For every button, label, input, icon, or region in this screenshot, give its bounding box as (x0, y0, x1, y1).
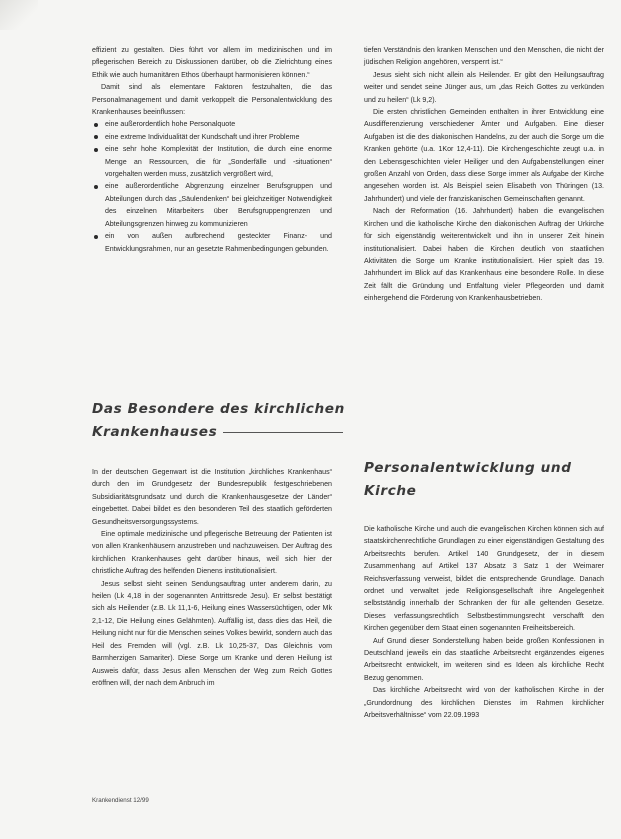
paragraph: effizient zu gestalten. Dies führt vor allem im medizinischen und im pflegerischen Bereich zu Diskussionen darüber, ob die Zielrichtung eines Ethik wie auch humanitären Ethos überhaupt harmonisieren können.“ (92, 46, 332, 79)
list-item: eine extreme Individualität der Kundschaft und ihrer Probleme (105, 131, 332, 143)
page-footer: Krankendienst 12/99 (92, 797, 149, 804)
list-item: ein von außen aufbrechend gesteckter Finanz- und Entwicklungsrahmen, nur an gesetzte Rahmenbedingungen gebunden. (105, 230, 332, 255)
paragraph: tiefen Verständnis den kranken Menschen und den Menschen, die nicht der jüdischen Religion angehören, versperrt ist.“ (364, 46, 604, 67)
paragraph: Jesus sieht sich nicht allein als Heilender. Er gibt den Heilungsauftrag weiter und sendet seine Jünger aus, um „das Reich Gottes zu verkünden und zu heilen“ (Lk 9,2). (364, 70, 604, 104)
paragraph: Auf Grund dieser Sonderstellung haben beide großen Konfessionen in Deutschland jeweils ein das staatliche Arbeitsrecht ergänzendes eigenes Arbeitsrecht entwickelt, im weiteren sind es Ideen als kirchliche Recht Bezug genommen. (364, 636, 604, 682)
heading-line-with-rule (92, 421, 352, 444)
section-heading-personalentwicklung (364, 457, 614, 503)
list-item: eine außerordentliche Abgrenzung einzelner Berufsgruppen und Abteilungen durch das „Säulendenken“ bei gleichzeitiger Notwendigkeit des einzelnen Mitarbeiters über Berufsgruppengrenzen und Abteilungsgrenzen hinweg zu kommunizieren (105, 180, 332, 230)
paragraph: Nach der Reformation (16. Jahrhundert) haben die evangelischen Kirchen und die katholische Kirche den diakonischen Auftrag der Urkirche für sich eigenständig weiterentwickelt und ihn in unserer Zeit hinein institutionalisiert. Dabei haben die Kirchen deutlich von staatlichen Aktivitäten die Sorge um Kranke institutionalisiert. Hier spielt das 19. Jahrhundert im Blick auf das Krankenhaus eine besondere Rolle. In diese Zeit fällt die Gründung und Entfaltung vieler Pflegeorden und damit einhergehend die Förderung von Krankenhausbetrieben. (364, 207, 604, 303)
list-item: eine außerordentlich hohe Personalquote (105, 118, 332, 130)
paragraph: In der deutschen Gegenwart ist die Institution „kirchliches Krankenhaus“ durch den im Grundgesetz der Bundesrepublik festgeschriebenen Subsidiaritätsgrundsatz und durch die Krankenhausgesetze der Länder“ eingebettet. Dabei bildet es den besonderen Teil des staatlich geförderten Gesundheitsversorgungssystems. (92, 468, 332, 526)
paragraph: Die ersten christlichen Gemeinden enthalten in ihrer Entwicklung eine Ausdifferenzierung verschiedener Ämter und Aufgaben. Eine dieser Aufgaben ist die des diakonischen Handelns, zu der auch die Sorge um die Kranken gehörte (u.a. 1Kor 12,4-11). Die Kirchengeschichte zeugt u.a. in den Lebensgeschichten vieler Heiliger und den Aufgabenstellungen einer großen Anzahl von Orden, dass diese Sorge immer als Aufgabe der Kirche angesehen worden ist. Als Beispiel seien Elisabeth von Thüringen (13. Jahrhundert) und viele der franziskanischen Gemeinschaften genannt. (364, 108, 604, 203)
section-heading-kirchliches-krankenhaus (92, 398, 352, 444)
heading-line: Das Besondere des kirchlichen (92, 401, 345, 417)
paragraph: Damit sind als elementare Faktoren festzuhalten, die das Personalmanagement und damit verkoppelt die Personalentwicklung des Krankenhauses beeinflussen: (92, 83, 332, 117)
right-column-bottom (364, 523, 604, 722)
heading-line: Krankenhauses (92, 424, 218, 440)
paragraph: Eine optimale medizinische und pflegerische Betreuung der Patienten ist von allen Krankenhäusern anzustreben und nachzuweisen. Der Auftrag des kirchlichen Krankenhauses geht darüber hinaus, weil sich hier der christliche Auftrag des helfenden Dienens institutionalisiert. (92, 530, 332, 576)
paragraph: Das kirchliche Arbeitsrecht wird von der katholischen Kirche in der „Grundordnung des kirchlichen Dienstes im Rahmen kirchlicher Arbeitsverhältnisse“ vom 22.09.1993 (364, 686, 604, 720)
right-column-top (364, 44, 604, 305)
list-item: eine sehr hohe Komplexität der Institution, die durch eine enorme Menge an Ressourcen, die für „Sonderfälle und -situationen“ vorgehalten werden muss, zusätzlich vergrößert wird, (105, 143, 332, 180)
heading-rule (223, 432, 343, 433)
heading-line: Personalentwicklung und Kirche (364, 460, 572, 499)
paragraph: Jesus selbst sieht seinen Sendungsauftrag unter anderem darin, zu heilen (Lk 4,18 in der sogenannten Antrittsrede Jesu). Er selbst bestätigt sich als Heilender (z.B. Lk 11,1-6, Heilung eines Wassersüchtigen, oder Mk 2,1-12, Die Heilung eines Gelähmten). Auffällig ist, dass dies das Heil, die Heilung nicht nur für die Menschen seines Volkes bewirkt, sondern auch das Heil des Fremden will (vgl. z.B. Lk 10,25-37, Das Gleichnis vom Barmherzigen Samariter). Diese Sorge um Kranke und deren Heilung ist Ausweis dafür, dass Jesus allen Menschen der Weg zum Reich Gottes eröffnen will, der nach dem Anbruch im (92, 579, 332, 687)
bullet-list (92, 118, 332, 254)
left-column-bottom (92, 466, 332, 689)
left-column-top (92, 44, 332, 255)
scan-corner-shadow (0, 0, 38, 30)
paragraph: Die katholische Kirche und auch die evangelischen Kirchen können sich auf staatskirchenrechtliche Grundlagen zu einer eigenständigen Gestaltung des Arbeitsrechts berufen. Artikel 140 Grundgesetz, der in diesem Zusammenhang auf Artikel 137 Absatz 3 Satz 1 der Weimarer Reichsverfassung verweist, bildet die entsprechende Grundlage. Danach ordnet und verwaltet jede Religionsgesellschaft ihre Angelegenheit selbstständig innerhalb der Schranken der für alle geltenden Gesetze. Dieses verfassungsrechtlich Selbstbestimmungsrecht verschafft den Kirchen gegenüber dem Staat einen sogenannten Freiheitsbereich. (364, 525, 604, 633)
